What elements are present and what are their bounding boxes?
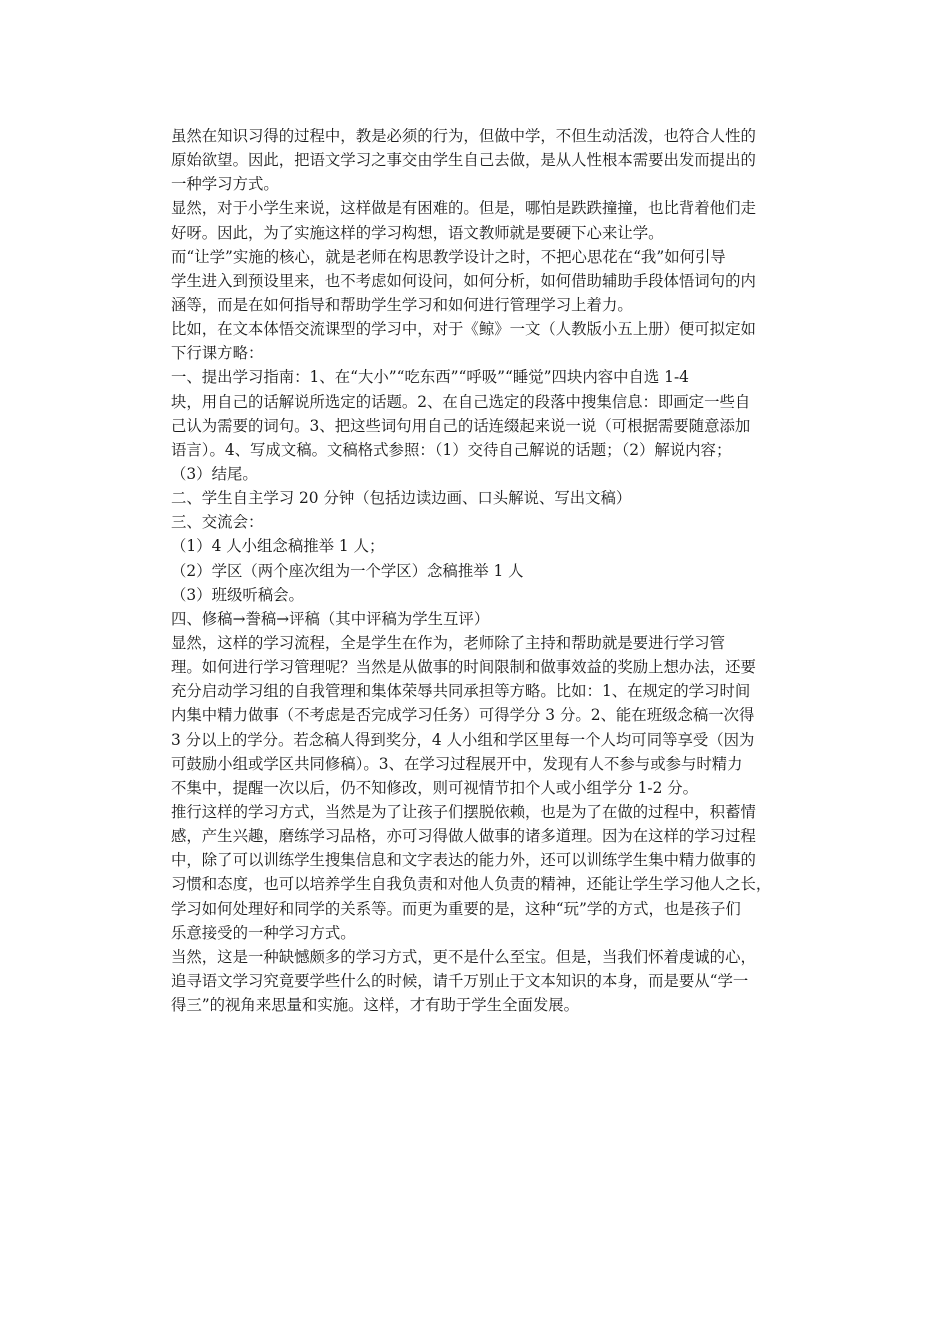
text-line: 比如，在文本体悟交流课型的学习中，对于《鲸》一文（人教版小五上册）便可拟定如 — [171, 320, 756, 339]
text-line: 推行这样的学习方式，当然是为了让孩子们摆脱依赖，也是为了在做的过程中，积蓄情 — [171, 802, 756, 821]
text-line: 好呀。因此，为了实施这样的学习构想，语文教师就是要硬下心来让学。 — [171, 223, 664, 242]
text-line: 中，除了可以训练学生搜集信息和文字表达的能力外，还可以训练学生集中精力做事的 — [171, 851, 756, 870]
text-line: 一种学习方式。 — [171, 175, 279, 194]
text-line: 感，产生兴趣，磨练学习品格，亦可习得做人做事的诸多道理。因为在这样的学习过程 — [171, 827, 756, 846]
text-line: 充分启动学习组的自我管理和集体荣辱共同承担等方略。比如：1、在规定的学习时间 — [171, 682, 751, 701]
text-line: （3）结尾。 — [171, 464, 258, 483]
text-line: 3 分以上的学分。若念稿人得到奖分，4 人小组和学区里每一个人均可同等享受（因为 — [171, 730, 755, 749]
text-line: （3）班级听稿会。 — [171, 585, 304, 604]
text-line: 显然，这样的学习流程，全是学生在作为，老师除了主持和帮助就是要进行学习管 — [171, 633, 726, 652]
text-line: 显然，对于小学生来说，这样做是有困难的。但是，哪怕是跌跌撞撞，也比背着他们走 — [171, 199, 756, 218]
text-line: 四、修稿→誊稿→评稿（其中评稿为学生互评） — [171, 609, 490, 628]
text-line: 而“让学”实施的核心，就是老师在构思教学设计之时，不把心思花在“我”如何引导 — [171, 247, 726, 266]
text-line: 语言）。4、写成文稿。文稿格式参照：（1）交待自己解说的话题；（2）解说内容； — [171, 440, 732, 459]
text-line: 涵等，而是在如何指导和帮助学生学习和如何进行管理学习上着力。 — [171, 295, 633, 314]
text-line: 理。如何进行学习管理呢？当然是从做事的时间限制和做事效益的奖励上想办法，还要 — [171, 658, 756, 677]
text-line: 不集中，提醒一次以后，仍不知修改，则可视情节扣个人或小组学分 1-2 分。 — [171, 778, 699, 797]
text-line: 己认为需要的词句。3、把这些词句用自己的话连缀起来说一说（可根据需要随意添加 — [171, 416, 751, 435]
text-line: 虽然在知识习得的过程中，教是必须的行为，但做中学，不但生动活泼，也符合人性的 — [171, 127, 756, 145]
text-line: 原始欲望。因此，把语文学习之事交由学生自己去做，是从人性根本需要出发而提出的 — [171, 151, 756, 170]
text-line: 追寻语文学习究竟要学些什么的时候，请千万别止于文本知识的本身，而是要从“学一 — [171, 971, 749, 990]
text-line: 二、学生自主学习 20 分钟（包括边读边画、口头解说、写出文稿） — [171, 489, 632, 508]
text-line: 下行课方略： — [171, 344, 264, 363]
text-line: 当然，这是一种缺憾颇多的学习方式，更不是什么至宝。但是，当我们怀着虔诚的心， — [171, 947, 756, 966]
text-line: 乐意接受的一种学习方式。 — [171, 923, 356, 942]
text-line: 可鼓励小组或学区共同修稿）。3、在学习过程展开中，发现有人不参与或参与时精力 — [171, 754, 743, 773]
text-line: 得三”的视角来思量和实施。这样，才有助于学生全面发展。 — [171, 996, 580, 1015]
text-line: 学习如何处理好和同学的关系等。而更为重要的是，这种“玩”学的方式，也是孩子们 — [171, 899, 741, 918]
text-line: 习惯和态度，也可以培养学生自我负责和对他人负责的精神，还能让学生学习他人之长， — [171, 875, 772, 894]
text-line: 学生进入到预设里来，也不考虑如何设问，如何分析，如何借助辅助手段体悟词句的内 — [171, 271, 756, 290]
text-line: （1）4 人小组念稿推举 1 人； — [171, 537, 385, 556]
document-body — [171, 124, 811, 1017]
text-line: 一、提出学习指南：1、在“大小”“吃东西”“呼吸”“睡觉”四块内容中自选 1-4 — [171, 368, 689, 387]
text-line: 块，用自己的话解说所选定的话题。2、在自己选定的段落中搜集信息：即画定一些自 — [171, 392, 751, 411]
text-line: 内集中精力做事（不考虑是否完成学习任务）可得学分 3 分。2、能在班级念稿一次得 — [171, 706, 755, 725]
text-line: （2）学区（两个座次组为一个学区）念稿推举 1 人 — [171, 561, 524, 580]
text-line: 三、交流会： — [171, 513, 264, 532]
